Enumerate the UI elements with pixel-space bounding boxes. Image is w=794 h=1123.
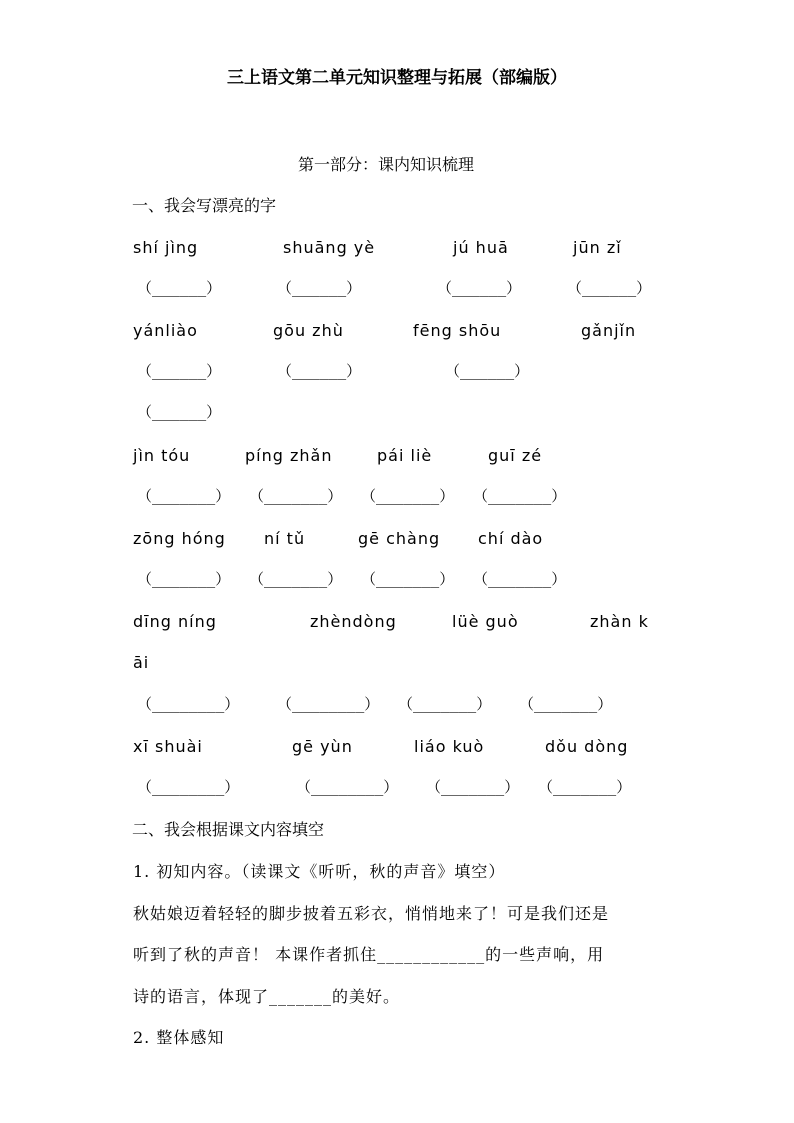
pinyin-dingning: dīng níng [133, 612, 217, 631]
answer-blank[interactable]: （_______） [426, 778, 520, 796]
answer-blank[interactable]: （______） [445, 362, 530, 380]
question1-line3: 诗的语言，体现了_______的美好。 [133, 987, 401, 1006]
answer-blank[interactable]: （______） [137, 403, 222, 421]
pinyin-gechang: gē chàng [358, 529, 441, 548]
pinyin-zhankai-part2: āi [133, 653, 150, 672]
question1-line1: 秋姑娘迈着轻轻的脚步披着五彩衣，悄悄地来了！可是我们还是 [133, 904, 610, 923]
answer-blank[interactable]: （______） [437, 279, 522, 297]
pinyin-zhendong: zhèndòng [310, 612, 397, 631]
pinyin-lueguo: lüè guò [452, 612, 519, 631]
pinyin-junzi: jūn zǐ [573, 238, 622, 257]
answer-blank[interactable]: （_______） [361, 487, 455, 505]
answer-blank[interactable]: （_______） [519, 695, 613, 713]
answer-blank[interactable]: （_______） [137, 570, 231, 588]
pinyin-jintou: jìn tóu [133, 446, 191, 465]
question2-title: 2. 整体感知 [133, 1028, 225, 1047]
answer-blank[interactable]: （______） [137, 279, 222, 297]
answer-blank[interactable]: （________） [296, 778, 399, 796]
pinyin-xishuai: xī shuài [133, 737, 203, 756]
answer-blank[interactable]: （_______） [473, 570, 567, 588]
pinyin-shuangye: shuāng yè [283, 238, 376, 257]
pinyin-doudong: dǒu dòng [545, 737, 629, 756]
answer-blank[interactable]: （______） [277, 279, 362, 297]
section2-heading: 二、我会根据课文内容填空 [132, 820, 325, 839]
pinyin-fengshou: fēng shōu [413, 321, 502, 340]
answer-blank[interactable]: （_______） [361, 570, 455, 588]
answer-blank[interactable]: （_______） [249, 487, 343, 505]
answer-blank[interactable]: （________） [137, 778, 240, 796]
answer-blank[interactable]: （_______） [249, 570, 343, 588]
answer-blank[interactable]: （______） [567, 279, 652, 297]
answer-blank[interactable]: （________） [137, 695, 240, 713]
pinyin-ganjin: gǎnjǐn [581, 321, 637, 340]
document-title: 三上语文第二单元知识整理与拓展（部编版） [227, 68, 567, 88]
answer-blank[interactable]: （_______） [137, 487, 231, 505]
answer-blank[interactable]: （_______） [538, 778, 632, 796]
question1-line2: 听到了秋的声音！ 本课作者抓住____________的一些声响，用 [133, 945, 605, 964]
pinyin-zonghong: zōng hóng [133, 529, 226, 548]
section1-heading: 一、我会写漂亮的字 [132, 196, 277, 215]
pinyin-guize: guī zé [488, 446, 543, 465]
pinyin-geyun: gē yùn [292, 737, 353, 756]
answer-blank[interactable]: （______） [137, 362, 222, 380]
answer-blank[interactable]: （________） [277, 695, 380, 713]
answer-blank[interactable]: （_______） [398, 695, 492, 713]
pinyin-nitu: ní tǔ [264, 529, 306, 548]
pinyin-yanliao: yánliào [133, 321, 198, 340]
answer-blank[interactable]: （______） [277, 362, 362, 380]
part-heading: 第一部分：课内知识梳理 [298, 155, 475, 174]
pinyin-zhankai-part1: zhàn k [590, 612, 649, 631]
pinyin-pingzhan: píng zhǎn [245, 446, 333, 465]
question1-title: 1. 初知内容。（读课文《听听，秋的声音》填空） [133, 862, 506, 881]
pinyin-liaokuo: liáo kuò [414, 737, 485, 756]
answer-blank[interactable]: （_______） [473, 487, 567, 505]
pinyin-chidao: chí dào [478, 529, 544, 548]
pinyin-shijing: shí jìng [133, 238, 199, 257]
pinyin-juhua: jú huā [453, 238, 509, 257]
pinyin-gouzhu: gōu zhù [273, 321, 344, 340]
pinyin-pailie: pái liè [377, 446, 433, 465]
